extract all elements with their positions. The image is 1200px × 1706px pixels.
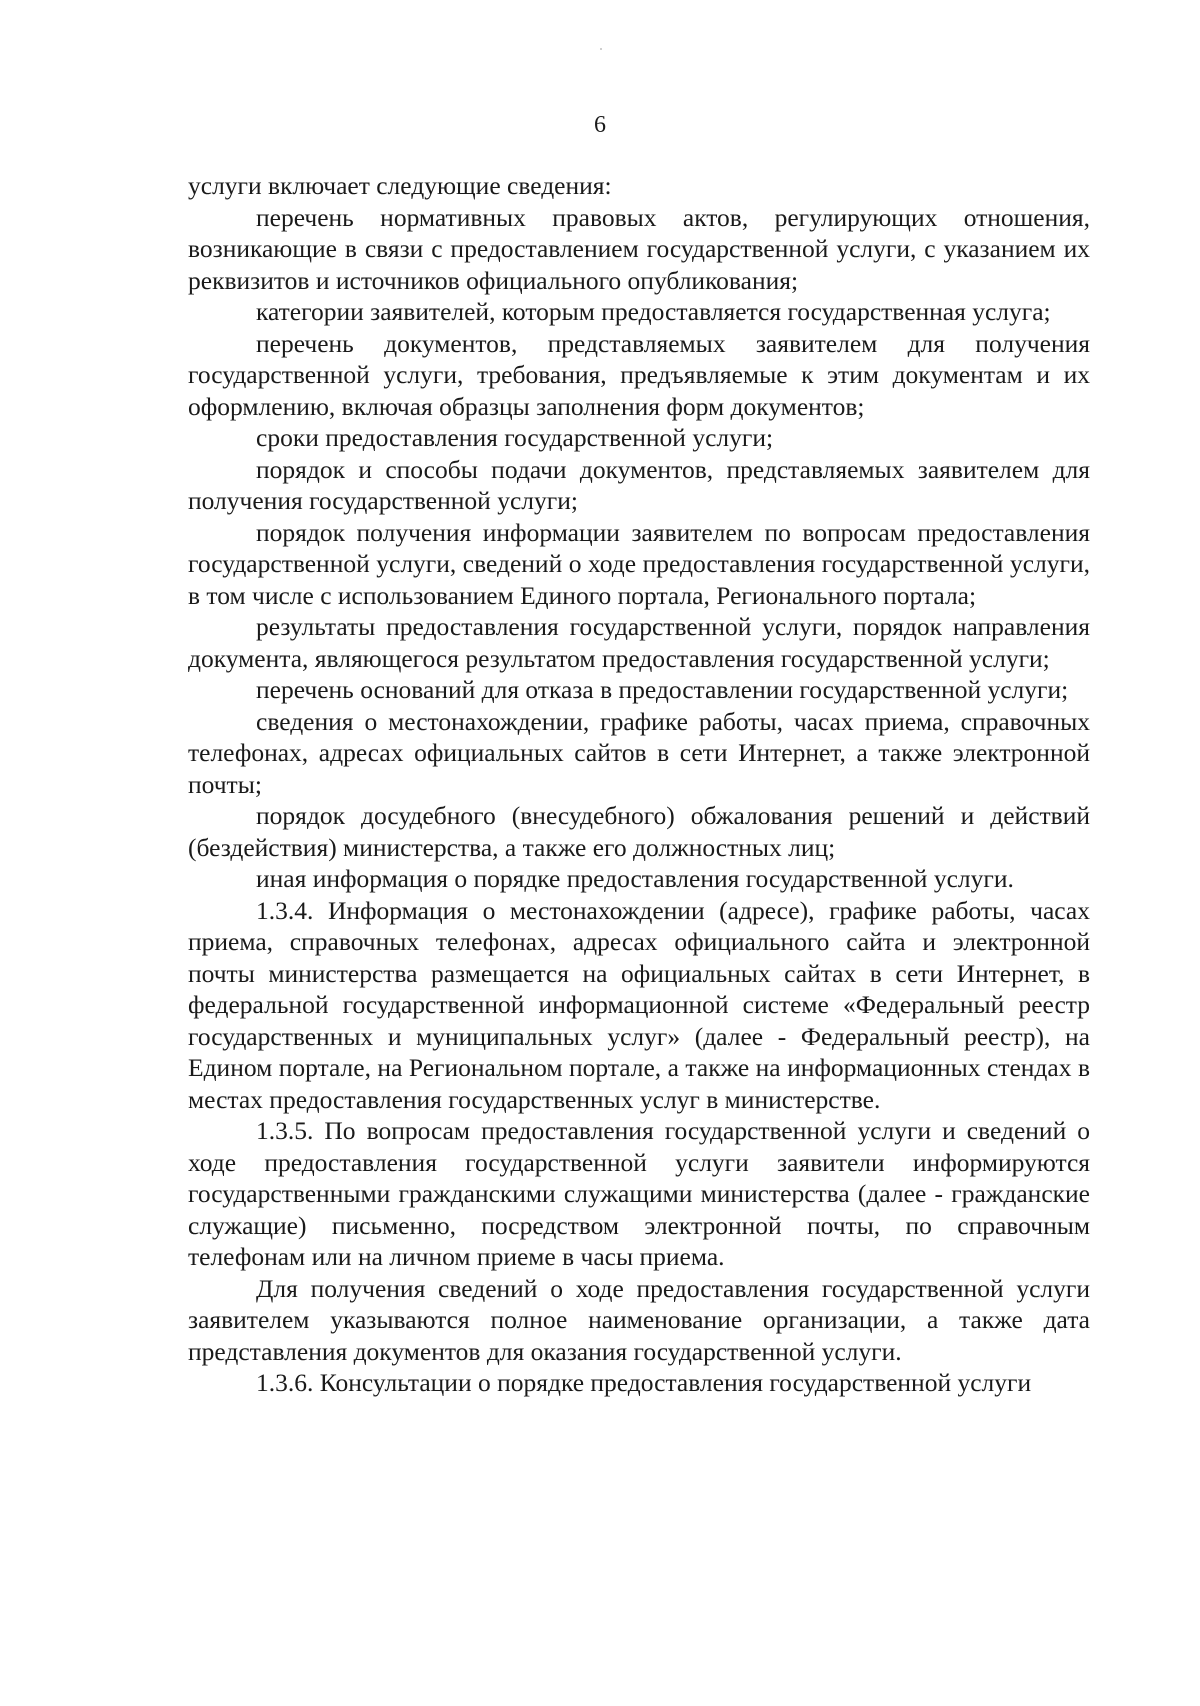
paragraph-1-3-5: 1.3.5. По вопросам предоставления государственной услуги и сведений о ходе предоставления государственной услуги заявители информируются государственными гражданскими служащими министерства (далее - гражданские служащие) письменно, посредством электронной почты, по справочным телефонам или на личном приеме в часы приема. bbox=[188, 1116, 1090, 1271]
paragraph-location-info: сведения о местонахождении, графике работы, часах приема, справочных телефонах, адресах официальных сайтов в сети Интернет, а также электронной почты; bbox=[188, 706, 1090, 799]
paragraph-continuation: услуги включает следующие сведения: bbox=[188, 171, 612, 200]
paragraph-appeal-order: порядок досудебного (внесудебного) обжалования решений и действий (бездействия) министерства, а также его должностных лиц; bbox=[188, 801, 1090, 862]
paragraph-service-terms: сроки предоставления государственной услуги; bbox=[256, 423, 774, 452]
page-number: 6 bbox=[594, 112, 606, 138]
scan-speck bbox=[600, 48, 602, 50]
paragraph-1-3-6: 1.3.6. Консультации о порядке предоставления государственной услуги bbox=[256, 1368, 1032, 1397]
paragraph-normative-acts: перечень нормативных правовых актов, регулирующих отношения, возникающие в связи с предоставлением государственной услуги, с указанием их реквизитов и источников официального опубликования; bbox=[188, 202, 1090, 295]
paragraph-information-order: порядок получения информации заявителем по вопросам предоставления государственной услуги, сведений о ходе предоставления государственной услуги, в том числе с использованием Единого портала, Регионального портала; bbox=[188, 517, 1090, 610]
paragraph-applicant-categories: категории заявителей, которым предоставляется государственная услуга; bbox=[256, 297, 1051, 326]
paragraph-progress-info: Для получения сведений о ходе предоставления государственной услуги заявителем указываются полное наименование организации, а также дата представления документов для оказания государственной услуги. bbox=[188, 1273, 1090, 1366]
paragraph-service-results: результаты предоставления государственной услуги, порядок направления документа, являющегося результатом предоставления государственной услуги; bbox=[188, 612, 1090, 673]
document-body bbox=[188, 170, 1090, 1399]
paragraph-documents-list: перечень документов, представляемых заявителем для получения государственной услуги, требования, предъявляемые к этим документам и их оформлению, включая образцы заполнения форм документов; bbox=[188, 328, 1090, 421]
paragraph-refusal-grounds: перечень оснований для отказа в предоставлении государственной услуги; bbox=[256, 675, 1069, 704]
paragraph-other-info: иная информация о порядке предоставления государственной услуги. bbox=[256, 864, 1014, 893]
paragraph-submission-order: порядок и способы подачи документов, представляемых заявителем для получения государственной услуги; bbox=[188, 454, 1090, 515]
paragraph-1-3-4: 1.3.4. Информация о местонахождении (адресе), графике работы, часах приема, справочных телефонах, адресах официального сайта и электронной почты министерства размещается на официальных сайтах в сети Интернет, в федеральной государственной информационной системе «Федеральный реестр государственных и муниципальных услуг» (далее - Федеральный реестр), на Едином портале, на Региональном портале, а также на информационных стендах в местах предоставления государственных услуг в министерстве. bbox=[188, 895, 1090, 1114]
